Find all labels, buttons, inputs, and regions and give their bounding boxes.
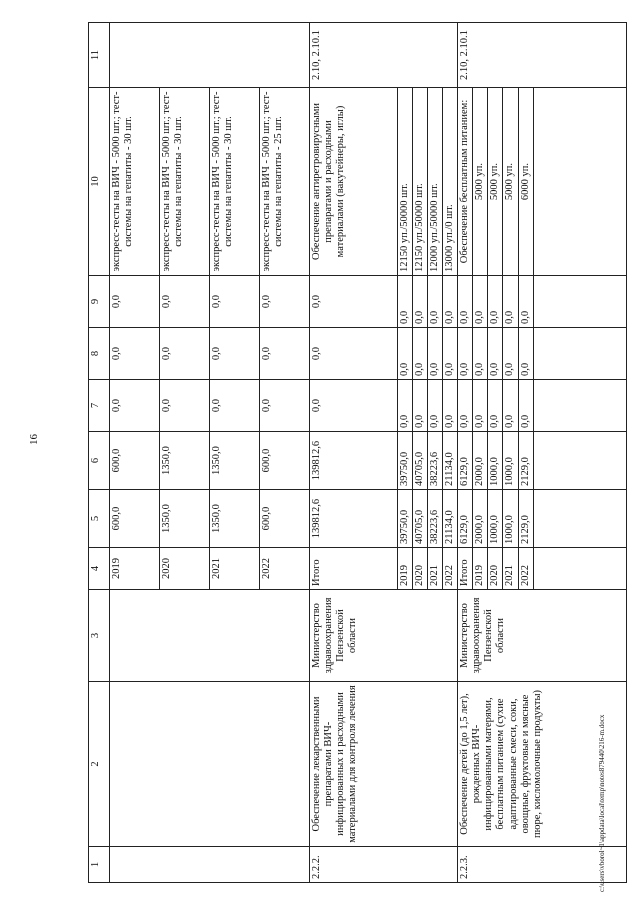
cell-value: 0,0 (458, 328, 473, 380)
cell-value: 39750,0 (398, 490, 413, 548)
cell-value: 0,0 (413, 328, 428, 380)
cell-value: 0,0 (413, 380, 428, 432)
cell-year: 2021 (428, 548, 443, 590)
cell-year: 2022 (443, 548, 458, 590)
cell-result: экспресс-тесты на ВИЧ - 5000 шт.; тест-системы на гепатиты - 25 шт. (260, 88, 310, 276)
cell-value: 38223,6 (428, 432, 443, 490)
cell-result: 5000 уп. (488, 88, 503, 276)
cell-value: 0,0 (503, 380, 518, 432)
cell-result: экспресс-тесты на ВИЧ - 5000 шт.; тест-системы на гепатиты - 30 шт. (210, 88, 260, 276)
cell-value: 1350,0 (160, 432, 210, 490)
col-header-8: 8 (89, 328, 110, 380)
cell-value: 600,0 (110, 490, 160, 548)
table-container (88, 23, 620, 883)
cell-exec: Министерство здравоохранения Пензенской области (310, 590, 458, 682)
cell-empty (533, 490, 626, 548)
cell-year: 2022 (260, 548, 310, 590)
cell-value: 1350,0 (210, 490, 260, 548)
cell-value: 0,0 (260, 276, 310, 328)
cell-value: 0,0 (443, 328, 458, 380)
cell-value: 2129,0 (518, 432, 533, 490)
col-header-10: 10 (89, 88, 110, 276)
cell-value: 0,0 (160, 380, 210, 432)
cell-value: 600,0 (260, 490, 310, 548)
cell-value: 0,0 (518, 276, 533, 328)
cell-empty (533, 88, 626, 276)
cell-value: 0,0 (260, 380, 310, 432)
cell-name: Обеспечение лекарственными препаратами ВИЧ-инфицированных и расходными материалами для контроля лечения (310, 682, 458, 847)
cell-exec: Министерство здравоохранения Пензенской области (458, 590, 626, 682)
table-row (458, 23, 473, 883)
cell-value: 21134,0 (443, 490, 458, 548)
cell-result: 5000 уп. (473, 88, 488, 276)
table-row (110, 23, 160, 883)
cell-name (110, 682, 310, 847)
cell-result: 6000 уп. (518, 88, 533, 276)
cell-empty (533, 276, 626, 328)
cell-year: 2022 (518, 548, 533, 590)
cell-value: 39750,0 (398, 432, 413, 490)
header-row (89, 23, 110, 883)
cell-year: 2019 (398, 548, 413, 590)
cell-value: 0,0 (310, 328, 398, 380)
cell-year: 2019 (110, 548, 160, 590)
cell-year: Итого (458, 548, 473, 590)
footer-path: c:\users\vborol~1\appdata\local\temp\notes879440\216-m.docx (598, 714, 606, 892)
cell-empty (533, 548, 626, 590)
cell-value: 0,0 (488, 276, 503, 328)
cell-value: 21134,0 (443, 432, 458, 490)
cell-value: 0,0 (310, 276, 398, 328)
cell-value: 2129,0 (518, 490, 533, 548)
cell-empty (533, 432, 626, 490)
cell-value: 0,0 (398, 328, 413, 380)
col-header-3: 3 (89, 590, 110, 682)
cell-value: 0,0 (473, 276, 488, 328)
cell-value: 0,0 (503, 276, 518, 328)
cell-value: 0,0 (210, 328, 260, 380)
cell-value: 0,0 (110, 380, 160, 432)
cell-value: 0,0 (260, 328, 310, 380)
cell-value: 0,0 (473, 380, 488, 432)
cell-value: 0,0 (398, 276, 413, 328)
cell-value: 0,0 (160, 276, 210, 328)
cell-ref (110, 23, 310, 88)
cell-value: 139812,6 (310, 432, 398, 490)
cell-value: 0,0 (110, 276, 160, 328)
col-header-4: 4 (89, 548, 110, 590)
col-header-1: 1 (89, 847, 110, 883)
cell-year: 2021 (210, 548, 260, 590)
cell-value: 38223,6 (428, 490, 443, 548)
cell-year: Итого (310, 548, 398, 590)
cell-year: 2020 (488, 548, 503, 590)
cell-value: 0,0 (428, 380, 443, 432)
cell-value: 0,0 (428, 328, 443, 380)
cell-value: 0,0 (110, 328, 160, 380)
cell-value: 0,0 (443, 380, 458, 432)
table-row (310, 23, 398, 883)
cell-exec (110, 590, 310, 682)
cell-name: Обеспечение детей (до 1,5 лет), рожденных ВИЧ-инфицированными матерями, бесплатным питанием (сухие адаптированные смеси, соки, овощные, фруктовые и мясные пюре, кисломолочные продукты) (458, 682, 626, 847)
cell-value: 0,0 (310, 380, 398, 432)
cell-result: экспресс-тесты на ВИЧ - 5000 шт.; тест-системы на гепатиты - 30 шт. (110, 88, 160, 276)
cell-value: 0,0 (473, 328, 488, 380)
cell-value: 0,0 (398, 380, 413, 432)
cell-value: 2000,0 (473, 490, 488, 548)
cell-value: 600,0 (260, 432, 310, 490)
cell-result: 12150 уп./50000 шт. (413, 88, 428, 276)
cell-result: 12150 уп./50000 шт. (398, 88, 413, 276)
cell-value: 0,0 (488, 328, 503, 380)
cell-value: 1350,0 (210, 432, 260, 490)
col-header-9: 9 (89, 276, 110, 328)
cell-year: 2020 (160, 548, 210, 590)
cell-year: 2019 (473, 548, 488, 590)
cell-result: Обеспечение бесплатным питанием: (458, 88, 473, 276)
cell-year: 2021 (503, 548, 518, 590)
cell-value: 40705,0 (413, 490, 428, 548)
cell-value: 1350,0 (160, 490, 210, 548)
col-header-7: 7 (89, 380, 110, 432)
page-number: 16 (28, 434, 40, 445)
cell-value: 0,0 (160, 328, 210, 380)
cell-value: 139812,6 (310, 490, 398, 548)
cell-value: 600,0 (110, 432, 160, 490)
cell-result: Обеспечение антиретровирусными препаратами и расходными материалами (вакутейнеры, иглы) (310, 88, 398, 276)
col-header-6: 6 (89, 432, 110, 490)
cell-value: 2000,0 (473, 432, 488, 490)
col-header-11: 11 (89, 23, 110, 88)
cell-value: 0,0 (413, 276, 428, 328)
cell-value: 6129,0 (458, 432, 473, 490)
cell-value: 0,0 (458, 276, 473, 328)
cell-value: 1000,0 (488, 490, 503, 548)
cell-value: 6129,0 (458, 490, 473, 548)
cell-ref: 2.10, 2.10.1 (310, 23, 458, 88)
cell-result: 12000 уп./50000 шт. (428, 88, 443, 276)
cell-num: 2.2.3. (458, 847, 626, 883)
cell-num: 2.2.2. (310, 847, 458, 883)
cell-value: 0,0 (210, 380, 260, 432)
cell-empty (533, 328, 626, 380)
cell-value: 1000,0 (503, 490, 518, 548)
cell-value: 0,0 (443, 276, 458, 328)
col-header-5: 5 (89, 490, 110, 548)
cell-value: 0,0 (518, 380, 533, 432)
cell-empty (533, 380, 626, 432)
cell-value: 0,0 (210, 276, 260, 328)
program-table (88, 22, 627, 883)
cell-value: 0,0 (488, 380, 503, 432)
cell-value: 1000,0 (488, 432, 503, 490)
cell-value: 1000,0 (503, 432, 518, 490)
cell-value: 40705,0 (413, 432, 428, 490)
cell-value: 0,0 (428, 276, 443, 328)
cell-value: 0,0 (458, 380, 473, 432)
cell-result: 13000 уп./0 шт. (443, 88, 458, 276)
cell-year: 2020 (413, 548, 428, 590)
cell-result: 5000 уп. (503, 88, 518, 276)
cell-value: 0,0 (518, 328, 533, 380)
cell-result: экспресс-тесты на ВИЧ - 5000 шт.; тест-системы на гепатиты - 30 шт. (160, 88, 210, 276)
cell-value: 0,0 (503, 328, 518, 380)
col-header-2: 2 (89, 682, 110, 847)
cell-num (110, 847, 310, 883)
cell-ref: 2.10, 2.10.1 (458, 23, 626, 88)
